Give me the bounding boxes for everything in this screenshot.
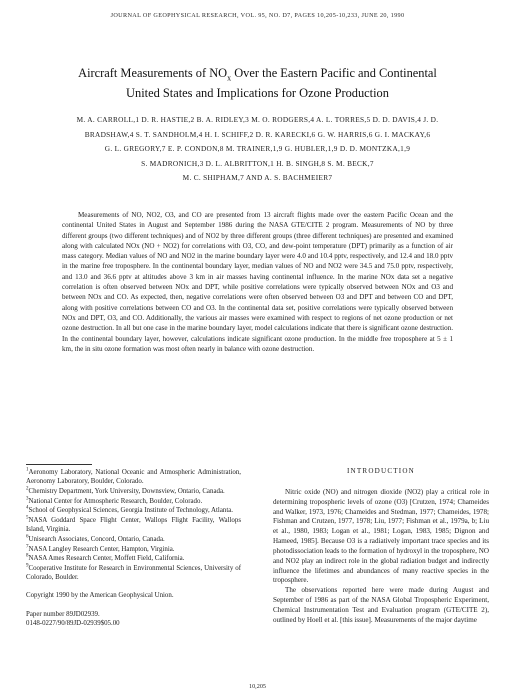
author-line: M. C. SHIPHAM,7 AND A. S. BACHMEIER7 xyxy=(182,173,333,183)
issn-code: 0148-0227/90/89JD-02939$05.00 xyxy=(26,619,120,627)
intro-paragraph-2: The observations reported here were made during August and September of 1986 as part of the NASA Global Tropospheric Experiment, Chemical Instrumentation Test and Evaluation program (GTE/CITE 2), outlined by Hoell et al. [this issue]. Measurements of the major daytime xyxy=(273,586,489,624)
footnote-rule xyxy=(26,464,92,465)
author-list xyxy=(42,113,473,186)
affiliation-3: $^3$National Center for Atmospheric Research, Boulder, Colorado. xyxy=(26,496,203,505)
copyright-notice: Copyright 1990 by the American Geophysical Union. xyxy=(26,592,174,600)
affiliation-1: $^1$Aeronomy Laboratory, National Oceanic and Atmospheric Administration, Aeronomy Laboratory, Boulder, Colorado. xyxy=(26,467,241,486)
affiliation-9: $^9$Cooperative Institute for Research in Environmental Sciences, University of Colorado, Boulder. xyxy=(26,563,241,582)
affiliation-2: $^2$Chemistry Department, York University, Downsview, Ontario, Canada. xyxy=(26,486,225,495)
author-line: BRADSHAW,4 S. T. SANDHOLM,4 H. I. SCHIFF,2 D. R. KARECKI,6 G. W. HARRIS,6 G. I. MACKAY,6 xyxy=(84,129,431,139)
affiliation-4: $^4$School of Geophysical Sciences, Georgia Institute of Technology, Atlanta. xyxy=(26,506,234,515)
paper-title xyxy=(30,66,485,101)
abstract-text: Measurements of NO, NO2, O3, and CO are presented from 13 aircraft flights made over the eastern Pacific Ocean and the continental United States in August and September 1986 during the NASA GTE/CITE 2 program. Measurements of NO by three different groups (two different techniques) and of NO2 by three different groups (three different techniques) are presented and examined along with calculated NOx (NO + NO2) for correlations with O3, CO, and dew-point temperature (DPT) primarily as a function of air mass category. Median values of NO and NO2 in the marine boundary layer were 4.0 and 10.4 pptv, respectively, and 12.4 and 18.0 pptv in the marine free troposphere. In the continental boundary layer, median values of NO and NO2 were 34.5 and 75.0 pptv, respectively, and 13.0 and 36.6 pptv at altitudes above 3 km in air masses having continental influence. In the marine NOx data set a negative correlation is often observed between NOx and DPT, while positive correlations were typically observed between NOx and O3 and between NOx and CO. As expected, then, negative correlations were often observed between O3 and DPT and between CO and DPT, along with positive correlations between CO and O3. In the continental data set, positive correlations were typically observed between NOx and DPT, O3, and CO. Additionally, the various air masses were examined with respect to regions of net ozone production or net ozone destruction. In all but one case in the marine boundary layer, model calculations indicate that there is significant ozone destruction. In the continental boundary layer, however, calculations indicate significant ozone production. In the middle free troposphere at 5 ± 1 km, the in situ ozone formation was most often nearly in balance with ozone destruction. xyxy=(62,211,453,353)
abstract xyxy=(62,210,453,354)
section-heading: INTRODUCTION xyxy=(347,467,415,475)
title-line-2: United States and Implications for Ozone Production xyxy=(126,85,389,100)
footnotes-column xyxy=(26,464,241,628)
affiliation-7: $^7$NASA Langley Research Center, Hampton, Virginia. xyxy=(26,544,175,553)
page-number: 10,205 xyxy=(248,683,266,690)
title-line-1: Aircraft Measurements of $NO_x$ Over the Eastern Pacific and Continental xyxy=(78,66,437,83)
affiliation-8: $^8$NASA Ames Research Center, Moffett Field, California. xyxy=(26,554,185,563)
introduction-column xyxy=(273,467,489,626)
running-header: JOURNAL OF GEOPHYSICAL RESEARCH, VOL. 95, NO. D7, PAGES 10,205-10,233, JUNE 20, 1990 xyxy=(110,12,405,19)
intro-paragraph-1: Nitric oxide (NO) and nitrogen dioxide (NO2) play a critical role in determining tropospheric levels of ozone (O3) [Crutzen, 1974; Chameides and Walker, 1973, 1976; Chameides and Stedman, 1977; Chameides, 1978; Fishman and Crutzen, 1977, 1978; Liu, 1977; Fishman et al., 1979a, b; Liu et al., 1980, 1983; Logan et al., 1981; Logan, 1983, 1985; Dignon and Hameed, 1985]. Because O3 is a radiatively important trace species and its photodissociation leads to the formation of hydroxyl in the troposphere, NO and NO2 play an indirect role in the global radiation budget and indirectly influence the lifetimes and abundances of many reactive species in the troposphere. xyxy=(273,487,489,585)
author-line: S. MADRONICH,3 D. L. ALBRITTON,1 H. B. SINGH,8 S. M. BECK,7 xyxy=(141,158,374,168)
author-line: M. A. CARROLL,1 D. R. HASTIE,2 B. A. RIDLEY,3 M. O. RODGERS,4 A. L. TORRES,5 D. D. DAVIS,4 J. D. xyxy=(76,115,439,124)
paper-number: Paper number 89JD02939. xyxy=(26,610,100,618)
affiliation-5: $^5$NASA Goddard Space Flight Center, Wallops Flight Facility, Wallops Island, Virginia. xyxy=(26,515,241,534)
author-line: G. L. GREGORY,7 E. P. CONDON,8 M. TRAINER,1,9 G. HUBLER,1,9 D. D. MONTZKA,1,9 xyxy=(104,144,411,154)
affiliation-6: $^6$Unisearch Associates, Concord, Ontario, Canada. xyxy=(26,534,165,543)
